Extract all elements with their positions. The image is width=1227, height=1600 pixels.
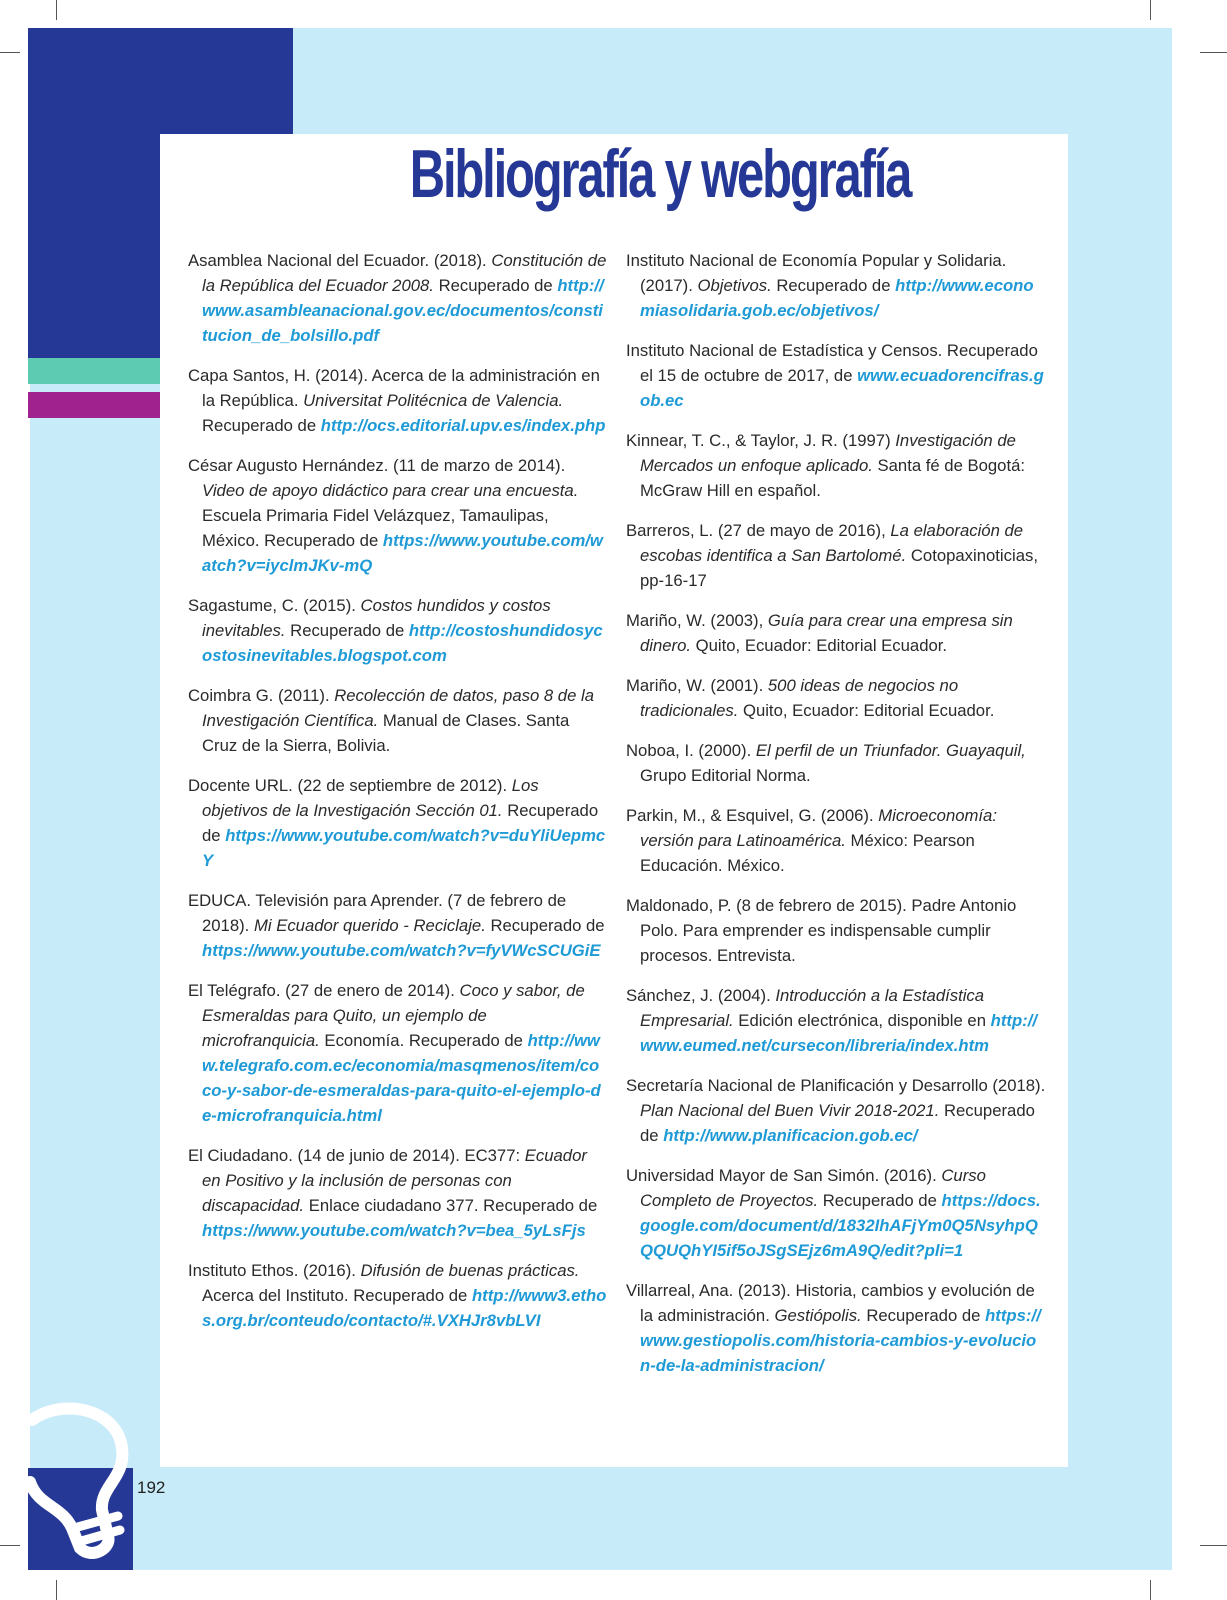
reference-text: Recuperado de: [771, 276, 891, 295]
reference-entry: [188, 683, 608, 758]
reference-title: Gestiópolis.: [774, 1306, 862, 1325]
reference-entry: [626, 1163, 1046, 1263]
crop-mark: [56, 0, 57, 20]
reference-text: Barreros, L. (27 de mayo de 2016),: [626, 521, 891, 540]
reference-link[interactable]: http://ocs.editorial.upv.es/index.php: [320, 416, 606, 435]
crop-mark: [0, 1545, 20, 1546]
reference-text: Acerca del Instituto. Recuperado de: [202, 1286, 468, 1305]
reference-text: Escuela Primaria Fidel Velázquez, Tamaulipas, México. Recuperado de: [202, 506, 549, 550]
reference-text: Instituto Nacional de Estadística y Censos. Recuperado el 15 de octubre de 2017, de: [626, 341, 1038, 385]
left-column: [188, 248, 608, 1348]
teal-stripe: [28, 358, 160, 384]
reference-text: Recuperado de: [285, 621, 405, 640]
reference-link[interactable]: https://docs.google.com/document/d/1832IhAFjYm0Q5NsyhpQQQUQhYI5if5oJSgSEjz6mA9Q/edit?pli=1: [640, 1191, 1041, 1260]
page-title: Bibliografía y webgrafía: [409, 136, 911, 212]
reference-text: Instituto Ethos. (2016).: [188, 1261, 361, 1280]
reference-text: Quito, Ecuador: Editorial Ecuador.: [691, 636, 948, 655]
reference-entry: [626, 1073, 1046, 1148]
reference-title: Video de apoyo didáctico para crear una encuesta.: [202, 481, 579, 500]
reference-title: Ecuador en Positivo y la inclusión de personas con discapacidad.: [202, 1146, 587, 1215]
side-block: [28, 28, 160, 358]
crop-mark: [1150, 0, 1151, 20]
reference-link[interactable]: https://www.youtube.com/watch?v=bea_5yLsFjs: [202, 1221, 586, 1240]
reference-entry: [626, 428, 1046, 503]
reference-title: Curso Completo de Proyectos.: [640, 1166, 986, 1210]
reference-title: Universitat Politécnica de Valencia.: [303, 391, 564, 410]
reference-entry: [626, 893, 1046, 968]
reference-title: 500 ideas de negocios no tradicionales.: [640, 676, 959, 720]
reference-title: Coco y sabor, de Esmeraldas para Quito, un ejemplo de microfranquicia.: [202, 981, 585, 1050]
reference-text: Santa fé de Bogotá: McGraw Hill en español.: [640, 456, 1026, 500]
reference-entry: [626, 673, 1046, 723]
reference-link[interactable]: http://www.eumed.net/cursecon/libreria/index.htm: [640, 1011, 1037, 1055]
reference-entry: [188, 453, 608, 578]
crop-mark: [0, 52, 20, 53]
reference-text: Asamblea Nacional del Ecuador. (2018).: [188, 251, 492, 270]
reference-link[interactable]: http://www.asambleanacional.gov.ec/documentos/constitucion_de_bolsillo.pdf: [202, 276, 604, 345]
reference-text: Economía. Recuperado de: [319, 1031, 523, 1050]
reference-entry: [626, 608, 1046, 658]
reference-text: Recuperado de: [433, 276, 553, 295]
reference-text: Recuperado de: [485, 916, 605, 935]
crop-mark: [1200, 52, 1227, 53]
reference-title: Los objetivos de la Investigación Sección 01.: [202, 776, 539, 820]
reference-text: Sánchez, J. (2004).: [626, 986, 776, 1005]
reference-text: Mariño, W. (2001).: [626, 676, 768, 695]
reference-text: Recuperado de: [818, 1191, 937, 1210]
reference-title: Introducción a la Estadística Empresarial.: [640, 986, 985, 1030]
reference-entry: [626, 803, 1046, 878]
reference-title: El perfil de un Triunfador. Guayaquil,: [755, 741, 1026, 760]
crop-mark: [1150, 1580, 1151, 1600]
reference-text: Manual de Clases. Santa Cruz de la Sierra, Bolivia.: [202, 711, 570, 755]
reference-link[interactable]: http://www3.ethos.org.br/conteudo/contacto/#.VXHJr8vbLVI: [202, 1286, 607, 1330]
reference-title: Investigación de Mercados un enfoque aplicado.: [640, 431, 1016, 475]
reference-text: Coimbra G. (2011).: [188, 686, 335, 705]
reference-title: Objetivos.: [697, 276, 772, 295]
reference-entry: [626, 983, 1046, 1058]
reference-link[interactable]: http://costoshundidosycostosinevitables.blogspot.com: [202, 621, 603, 665]
reference-title: Recolección de datos, paso 8 de la Investigación Científica.: [202, 686, 594, 730]
reference-entry: [188, 978, 608, 1128]
reference-text: Secretaría Nacional de Planificación y Desarrollo (2018).: [626, 1076, 1046, 1095]
reference-link[interactable]: http://www.telegrafo.com.ec/economia/masqmenos/item/coco-y-sabor-de-esmeraldas-para-quito-el-ejemplo-de-microfranquicia.html: [202, 1031, 601, 1125]
reference-text: Mariño, W. (2003),: [626, 611, 768, 630]
reference-text: El Telégrafo. (27 de enero de 2014).: [188, 981, 460, 1000]
reference-text: Grupo Editorial Norma.: [640, 766, 811, 785]
reference-entry: [626, 1278, 1046, 1378]
reference-title: Mi Ecuador querido - Reciclaje.: [253, 916, 486, 935]
reference-link[interactable]: https://www.youtube.com/watch?v=iyclmJKv-mQ: [202, 531, 603, 575]
page-number: 192: [137, 1478, 166, 1497]
reference-text: Recuperado de: [202, 416, 317, 435]
reference-text: Instituto Nacional de Economía Popular y Solidaria. (2017).: [626, 251, 1007, 295]
reference-text: Cotopaxinoticias, pp-16-17: [640, 546, 1038, 590]
reference-text: Recuperado de: [202, 801, 599, 845]
reference-text: Recuperado de: [861, 1306, 981, 1325]
reference-title: Difusión de buenas prácticas.: [360, 1261, 580, 1280]
reference-link[interactable]: https://www.youtube.com/watch?v=duYliUepmcY: [202, 826, 606, 870]
reference-text: Quito, Ecuador: Editorial Ecuador.: [738, 701, 995, 720]
reference-text: César Augusto Hernández. (11 de marzo de 2014).: [188, 456, 566, 475]
reference-title: Plan Nacional del Buen Vivir 2018-2021.: [640, 1101, 940, 1120]
right-column: [626, 248, 1046, 1393]
reference-title: Costos hundidos y costos inevitables.: [202, 596, 551, 640]
reference-entry: [626, 338, 1046, 413]
reference-entry: [188, 1143, 608, 1243]
reference-title: Guía para crear una empresa sin dinero.: [640, 611, 1013, 655]
lightbulb-outline-icon: [22, 1398, 142, 1568]
reference-text: Enlace ciudadano 377. Recuperado de: [304, 1196, 598, 1215]
reference-title: Microeconomía: versión para Latinoamérica.: [640, 806, 997, 850]
reference-entry: [626, 518, 1046, 593]
reference-text: Parkin, M., & Esquivel, G. (2006).: [626, 806, 879, 825]
reference-entry: [188, 1258, 608, 1333]
reference-text: Universidad Mayor de San Simón. (2016).: [626, 1166, 942, 1185]
reference-text: Sagastume, C. (2015).: [188, 596, 361, 615]
reference-text: Docente URL. (22 de septiembre de 2012).: [188, 776, 512, 795]
reference-text: Edición electrónica, disponible en: [733, 1011, 986, 1030]
reference-entry: [188, 593, 608, 668]
reference-text: Villarreal, Ana. (2013). Historia, cambios y evolución de la administración.: [626, 1281, 1035, 1325]
reference-link[interactable]: http://www.planificacion.gob.ec/: [663, 1126, 918, 1145]
reference-text: Kinnear, T. C., & Taylor, J. R. (1997): [626, 431, 896, 450]
reference-link[interactable]: https://www.youtube.com/watch?v=fyVWcSCUGiE: [202, 941, 601, 960]
crop-mark: [56, 1580, 57, 1600]
reference-entry: [626, 248, 1046, 323]
reference-link[interactable]: www.ecuadorencifras.gob.ec: [640, 366, 1044, 410]
reference-title: Constitución de la República del Ecuador 2008.: [202, 251, 607, 295]
reference-entry: [188, 888, 608, 963]
crop-mark: [1200, 1545, 1227, 1546]
reference-entry: [188, 363, 608, 438]
reference-title: La elaboración de escobas identifica a San Bartolomé.: [640, 521, 1024, 565]
reference-entry: [626, 738, 1046, 788]
reference-link[interactable]: https://www.gestiopolis.com/historia-cambios-y-evolucion-de-la-administracion/: [640, 1306, 1041, 1375]
reference-text: Maldonado, P. (8 de febrero de 2015). Padre Antonio Polo. Para emprender es indispensable cumplir procesos. Entrevista.: [626, 896, 1017, 965]
reference-entry: [188, 773, 608, 873]
reference-text: Capa Santos, H. (2014). Acerca de la administración en la República.: [188, 366, 600, 410]
reference-text: Recuperado de: [640, 1101, 1035, 1145]
reference-text: El Ciudadano. (14 de junio de 2014). EC377:: [188, 1146, 525, 1165]
magenta-stripe: [28, 392, 160, 418]
reference-text: EDUCA. Televisión para Aprender. (7 de febrero de 2018).: [188, 891, 567, 935]
reference-text: México: Pearson Educación. México.: [640, 831, 975, 875]
reference-text: Noboa, I. (2000).: [626, 741, 756, 760]
reference-entry: [188, 248, 608, 348]
reference-link[interactable]: http://www.economiasolidaria.gob.ec/objetivos/: [640, 276, 1034, 320]
